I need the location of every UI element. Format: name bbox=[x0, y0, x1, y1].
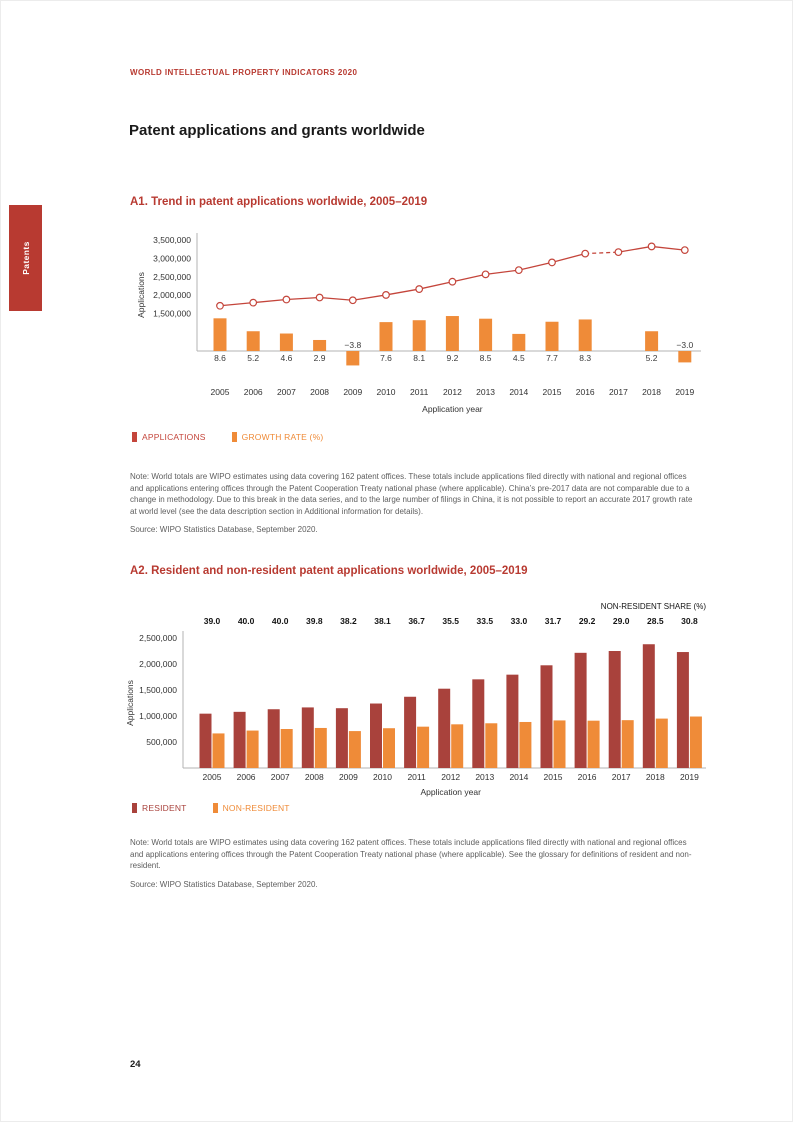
resident-bar bbox=[200, 714, 212, 768]
share-value-label: 29.0 bbox=[612, 616, 630, 626]
resident-bar bbox=[677, 652, 689, 768]
y-axis-title: Applications bbox=[136, 272, 146, 318]
x-tick-label: 2019 bbox=[675, 387, 695, 397]
legend-item-non-resident bbox=[213, 803, 290, 813]
chart-a2-canvas bbox=[123, 599, 716, 799]
x-tick-label: 2007 bbox=[270, 772, 290, 782]
growth-rate-bar bbox=[479, 319, 492, 351]
resident-bar bbox=[643, 644, 655, 768]
growth-rate-label: 7.6 bbox=[380, 353, 392, 363]
x-tick-label: 2009 bbox=[338, 772, 358, 782]
applications-point bbox=[682, 247, 689, 254]
growth-rate-bar bbox=[313, 340, 326, 351]
applications-point bbox=[516, 267, 523, 274]
x-tick-label: 2018 bbox=[645, 772, 665, 782]
chart-a1-note-text: Note: World totals are WIPO estimates using data covering 162 patent offices. These totals include applications filed directly with national and regional offices and applications entering offices through the Patent Cooperation Treaty national phase (where applicable). China’s pre-2017 data are not comparable due to a change in methodology. Due to this break in the data series, and to the large number of filings in China, it is not possible to report an accurate 2017 growth rate at world level (see the data description section in Additional information for details). bbox=[130, 472, 693, 516]
legend-label-growth-rate: GROWTH RATE (%) bbox=[241, 432, 324, 442]
legend-item-applications bbox=[132, 432, 206, 442]
page-number: 24 bbox=[130, 1059, 141, 1070]
growth-rate-bar bbox=[645, 331, 658, 351]
legend-item-growth-rate bbox=[232, 432, 324, 442]
resident-bar bbox=[438, 689, 450, 768]
page-title: Patent applications and grants worldwide bbox=[129, 122, 425, 139]
non-resident-bar bbox=[281, 729, 293, 768]
share-value-label: 31.7 bbox=[544, 616, 562, 626]
chart-a1-legend bbox=[132, 432, 323, 442]
applications-swatch bbox=[132, 432, 137, 442]
applications-point bbox=[449, 278, 456, 285]
resident-swatch bbox=[132, 803, 137, 813]
x-axis-title: Application year bbox=[420, 787, 481, 797]
growth-rate-swatch bbox=[232, 432, 237, 442]
chart-a1-heading: A1. Trend in patent applications worldwide, 2005–2019 bbox=[130, 196, 428, 208]
share-value-label: 39.0 bbox=[203, 616, 221, 626]
growth-rate-bar bbox=[346, 351, 359, 365]
x-tick-label: 2017 bbox=[608, 387, 628, 397]
growth-rate-bar bbox=[546, 322, 559, 351]
share-value-label: 39.8 bbox=[306, 616, 323, 626]
legend-label-applications: APPLICATIONS bbox=[142, 432, 206, 442]
chart-a2-note-text: Note: World totals are WIPO estimates using data covering 162 patent offices. These totals include applications filed directly with national and regional offices and applications entering offices through the Patent Cooperation Treaty national phase (where applicable). See the glossary for definitions of resident and non-resident. bbox=[130, 838, 692, 871]
applications-point bbox=[416, 286, 423, 293]
x-tick-label: 2008 bbox=[304, 772, 324, 782]
non-resident-bar bbox=[417, 727, 429, 768]
legend-label-resident: RESIDENT bbox=[142, 803, 187, 813]
resident-bar bbox=[268, 709, 280, 768]
non-resident-bar bbox=[485, 723, 497, 768]
y-tick-label: 1,500,000 bbox=[139, 685, 177, 695]
growth-rate-bar bbox=[678, 351, 691, 362]
non-resident-bar bbox=[554, 720, 566, 768]
legend-item-resident bbox=[132, 803, 187, 813]
chart-a1-note bbox=[130, 471, 698, 536]
applications-point bbox=[217, 302, 224, 309]
x-tick-label: 2018 bbox=[642, 387, 662, 397]
applications-point bbox=[350, 297, 357, 304]
x-tick-label: 2011 bbox=[410, 387, 429, 397]
growth-rate-label: 4.6 bbox=[280, 353, 293, 363]
growth-rate-label: 7.7 bbox=[546, 353, 558, 363]
applications-point bbox=[582, 250, 589, 257]
share-value-label: 28.5 bbox=[647, 616, 664, 626]
x-tick-label: 2005 bbox=[202, 772, 222, 782]
resident-bar bbox=[541, 665, 553, 768]
growth-rate-bar bbox=[512, 334, 525, 351]
non-resident-bar bbox=[656, 719, 668, 768]
growth-rate-label: 8.3 bbox=[579, 353, 592, 363]
chart-a1-source-text: Source: WIPO Statistics Database, September 2020. bbox=[130, 525, 318, 535]
non-resident-swatch bbox=[213, 803, 218, 813]
growth-rate-bar bbox=[579, 319, 592, 351]
growth-rate-label: 2.9 bbox=[313, 353, 326, 363]
x-tick-label: 2019 bbox=[679, 772, 699, 782]
x-tick-label: 2005 bbox=[210, 387, 230, 397]
resident-bar bbox=[472, 679, 484, 768]
y-tick-label: 3,000,000 bbox=[153, 253, 191, 264]
growth-rate-bar bbox=[214, 318, 227, 351]
applications-point bbox=[283, 296, 290, 303]
resident-bar bbox=[404, 697, 416, 768]
resident-bar bbox=[302, 707, 314, 768]
y-tick-label: 1,500,000 bbox=[153, 308, 191, 319]
y-tick-label: 2,000,000 bbox=[139, 659, 177, 669]
x-tick-label: 2010 bbox=[373, 772, 392, 782]
x-tick-label: 2010 bbox=[376, 387, 396, 397]
applications-line bbox=[220, 254, 585, 306]
running-header: WORLD INTELLECTUAL PROPERTY INDICATORS 2020 bbox=[130, 68, 358, 77]
non-resident-bar bbox=[690, 717, 702, 768]
y-tick-label: 2,500,000 bbox=[153, 271, 191, 282]
resident-bar bbox=[336, 708, 348, 768]
growth-rate-bar bbox=[446, 316, 459, 351]
x-tick-label: 2011 bbox=[407, 772, 426, 782]
chart-a2-heading: A2. Resident and non-resident patent applications worldwide, 2005–2019 bbox=[130, 565, 528, 577]
growth-rate-bar bbox=[380, 322, 393, 351]
resident-bar bbox=[506, 675, 518, 768]
x-tick-label: 2012 bbox=[441, 772, 461, 782]
x-tick-label: 2016 bbox=[577, 772, 597, 782]
non-resident-bar bbox=[588, 721, 600, 768]
share-header-label: NON-RESIDENT SHARE (%) bbox=[600, 602, 706, 611]
growth-rate-label: 9.2 bbox=[446, 353, 459, 363]
share-value-label: 36.7 bbox=[408, 616, 425, 626]
growth-rate-label: 8.5 bbox=[479, 353, 492, 363]
x-tick-label: 2006 bbox=[236, 772, 256, 782]
growth-rate-label: 5.2 bbox=[247, 353, 260, 363]
growth-rate-bar bbox=[413, 320, 426, 351]
legend-label-non-resident: NON-RESIDENT bbox=[222, 803, 290, 813]
x-tick-label: 2017 bbox=[611, 772, 631, 782]
growth-rate-label: 5.2 bbox=[645, 353, 658, 363]
chart-a2-source-text: Source: WIPO Statistics Database, September 2020. bbox=[130, 879, 318, 889]
non-resident-bar bbox=[451, 724, 463, 768]
share-value-label: 38.1 bbox=[374, 616, 391, 626]
applications-point bbox=[383, 292, 390, 299]
sidebar-tab-label: Patents bbox=[20, 241, 31, 275]
growth-rate-bar bbox=[247, 331, 260, 351]
resident-bar bbox=[370, 704, 382, 768]
x-tick-label: 2014 bbox=[509, 772, 529, 782]
y-tick-label: 2,500,000 bbox=[139, 633, 177, 643]
x-tick-label: 2016 bbox=[575, 387, 595, 397]
x-tick-label: 2015 bbox=[542, 387, 562, 397]
non-resident-bar bbox=[315, 728, 327, 768]
growth-rate-label: 4.5 bbox=[512, 353, 525, 363]
x-tick-label: 2014 bbox=[509, 387, 529, 397]
non-resident-bar bbox=[247, 731, 259, 768]
chart-a2-legend bbox=[132, 803, 290, 813]
applications-point bbox=[316, 294, 323, 301]
y-axis-title: Applications bbox=[125, 680, 135, 726]
resident-bar bbox=[609, 651, 621, 768]
non-resident-bar bbox=[622, 720, 634, 768]
share-value-label: 30.8 bbox=[681, 616, 698, 626]
non-resident-bar bbox=[519, 722, 531, 768]
applications-point bbox=[482, 271, 489, 278]
share-value-label: 29.2 bbox=[578, 616, 596, 626]
non-resident-bar bbox=[383, 728, 395, 768]
growth-rate-label: −3.8 bbox=[344, 340, 362, 350]
y-tick-label: 2,000,000 bbox=[153, 290, 191, 301]
x-tick-label: 2012 bbox=[442, 387, 462, 397]
applications-point bbox=[250, 299, 257, 306]
x-tick-label: 2007 bbox=[276, 387, 296, 397]
non-resident-bar bbox=[213, 733, 225, 768]
growth-rate-label: −3.0 bbox=[676, 340, 694, 350]
share-value-label: 33.0 bbox=[510, 616, 528, 626]
applications-point bbox=[549, 259, 556, 266]
growth-rate-bar bbox=[280, 334, 293, 351]
x-tick-label: 2006 bbox=[243, 387, 263, 397]
y-tick-label: 1,000,000 bbox=[139, 711, 177, 721]
y-tick-label: 500,000 bbox=[146, 737, 177, 747]
applications-point bbox=[615, 249, 622, 256]
share-value-label: 38.2 bbox=[340, 616, 357, 626]
resident-bar bbox=[575, 653, 587, 768]
x-tick-label: 2009 bbox=[343, 387, 363, 397]
x-axis-title: Application year bbox=[422, 404, 483, 414]
y-tick-label: 3,500,000 bbox=[153, 235, 191, 245]
share-value-label: 40.0 bbox=[237, 616, 255, 626]
share-value-label: 33.5 bbox=[476, 616, 494, 626]
non-resident-bar bbox=[349, 731, 361, 768]
applications-line bbox=[585, 252, 618, 253]
x-tick-label: 2013 bbox=[475, 772, 495, 782]
chart-a1-canvas bbox=[131, 231, 716, 419]
applications-point bbox=[648, 243, 655, 250]
chart-a2-note bbox=[130, 837, 698, 890]
growth-rate-label: 8.1 bbox=[413, 353, 426, 363]
growth-rate-label: 8.6 bbox=[214, 353, 226, 363]
sidebar-tab-patents bbox=[9, 205, 42, 311]
x-tick-label: 2015 bbox=[543, 772, 563, 782]
x-tick-label: 2008 bbox=[310, 387, 330, 397]
share-value-label: 35.5 bbox=[442, 616, 459, 626]
x-tick-label: 2013 bbox=[476, 387, 496, 397]
resident-bar bbox=[234, 712, 246, 768]
share-value-label: 40.0 bbox=[271, 616, 289, 626]
